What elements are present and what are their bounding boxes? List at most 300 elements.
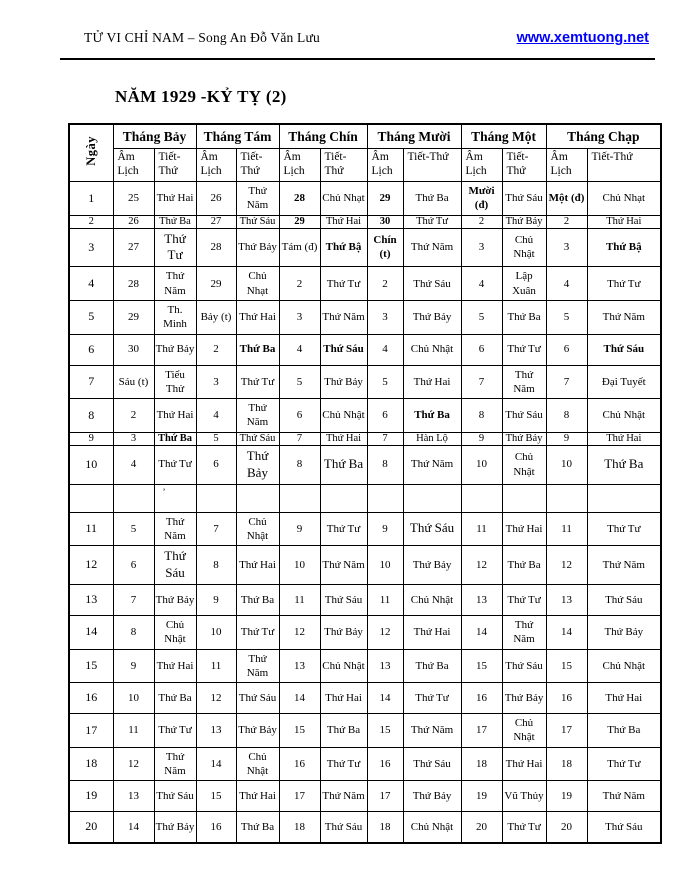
subheader-tiet: Tiết-Thứ [154, 149, 196, 182]
tiet-cell: Thứ Hai [154, 182, 196, 216]
table-row [69, 215, 661, 228]
tiet-cell: Thứ Bảy [502, 683, 546, 714]
am-cell: 14 [279, 683, 320, 714]
tiet-cell: Thứ Hai [154, 649, 196, 683]
am-cell: 13 [461, 584, 502, 615]
table-row [69, 445, 661, 484]
am-cell: 11 [196, 649, 236, 683]
am-cell: 29 [196, 267, 236, 301]
tiet-cell: Thứ Sáu [403, 512, 461, 546]
am-cell: 20 [546, 812, 587, 844]
am-cell: 4 [196, 399, 236, 433]
month-header: Tháng Chạp [546, 124, 661, 149]
tiet-cell: Thứ Sáu [502, 182, 546, 216]
tiet-cell: Thứ Hai [502, 747, 546, 781]
am-cell: 10 [196, 615, 236, 649]
am-cell: 15 [279, 714, 320, 748]
am-cell: 12 [279, 615, 320, 649]
tiet-cell: Lập Xuân [502, 267, 546, 301]
am-cell: 30 [113, 334, 154, 365]
tiet-cell: Chủ Nhật [236, 747, 279, 781]
table-row [69, 546, 661, 585]
am-cell: 7 [113, 584, 154, 615]
tiet-cell: Thứ Hai [236, 781, 279, 812]
tiet-cell: Chủ Nhật [403, 584, 461, 615]
tiet-cell: Thứ Tư [502, 334, 546, 365]
tiet-cell: Thứ Năm [587, 546, 661, 585]
tiet-cell: Thứ Năm [236, 399, 279, 433]
tiet-cell: Thứ Hai [502, 512, 546, 546]
tiet-cell: Thứ Tư [502, 584, 546, 615]
am-cell: 11 [367, 584, 403, 615]
am-cell: 2 [279, 267, 320, 301]
tiet-cell: Thứ Sáu [587, 584, 661, 615]
tiet-cell: Thứ Tư [587, 267, 661, 301]
tiet-cell: Hàn Lộ [403, 432, 461, 445]
calendar-table [68, 123, 662, 844]
tiet-cell: Chủ Nhật [587, 649, 661, 683]
tiet-cell: Thứ Tư [587, 747, 661, 781]
am-cell: 14 [461, 615, 502, 649]
am-cell [461, 484, 502, 512]
am-cell: Sáu (t) [113, 365, 154, 399]
tiet-cell: Chủ Nhạt [236, 267, 279, 301]
tiet-cell: Thứ Bảy [403, 300, 461, 334]
am-cell: 3 [113, 432, 154, 445]
am-cell: 11 [546, 512, 587, 546]
am-cell: 8 [196, 546, 236, 585]
am-cell: 4 [461, 267, 502, 301]
am-cell: 7 [196, 512, 236, 546]
subheader-am: Âm Lịch [546, 149, 587, 182]
am-cell: 13 [113, 781, 154, 812]
tiet-cell: Thứ Sáu [587, 812, 661, 844]
am-cell: 11 [279, 584, 320, 615]
table-row [69, 399, 661, 433]
tiet-cell: Thứ Hai [320, 683, 367, 714]
am-cell: 18 [279, 812, 320, 844]
am-cell: 5 [367, 365, 403, 399]
calendar-table-body [69, 182, 661, 844]
tiet-cell: Thứ Tư [236, 365, 279, 399]
tiet-cell: Thứ Bảy [502, 432, 546, 445]
day-cell: 16 [69, 683, 113, 714]
tiet-cell: Thứ Bậ [320, 228, 367, 267]
am-cell: 6 [279, 399, 320, 433]
tiet-cell: Thứ Hai [587, 215, 661, 228]
tiet-cell: Thứ Hai [320, 215, 367, 228]
tiet-cell: Thứ Năm [154, 747, 196, 781]
day-cell: 20 [69, 812, 113, 844]
page-title: NĂM 1929 -KỶ TỴ (2) [115, 87, 287, 106]
am-cell: 12 [546, 546, 587, 585]
tiet-cell: ’ [154, 484, 196, 512]
am-cell: 14 [196, 747, 236, 781]
month-header: Tháng Một [461, 124, 546, 149]
tiet-cell: Đại Tuyết [587, 365, 661, 399]
tiet-cell: Thứ Ba [587, 714, 661, 748]
day-cell [69, 484, 113, 512]
am-cell: 9 [113, 649, 154, 683]
tiet-cell: Thứ Tư [154, 714, 196, 748]
subheader-am: Âm Lịch [196, 149, 236, 182]
am-cell: 8 [279, 445, 320, 484]
subheader-am: Âm Lịch [461, 149, 502, 182]
tiet-cell: Thứ Năm [502, 615, 546, 649]
am-cell: 25 [113, 182, 154, 216]
tiet-cell: Thứ Năm [403, 445, 461, 484]
table-row [69, 432, 661, 445]
am-cell: 12 [367, 615, 403, 649]
tiet-cell: Thứ Năm [320, 781, 367, 812]
am-cell: 6 [461, 334, 502, 365]
month-header: Tháng Bảy [113, 124, 196, 149]
tiet-cell [403, 484, 461, 512]
am-cell: 7 [367, 432, 403, 445]
tiet-cell: Thứ Ba [154, 432, 196, 445]
subheader-tiet: Tiết-Thứ [502, 149, 546, 182]
am-cell: 9 [461, 432, 502, 445]
am-cell: 10 [113, 683, 154, 714]
tiet-cell [320, 484, 367, 512]
day-cell: 2 [69, 215, 113, 228]
tiet-cell: Thứ Sáu [403, 267, 461, 301]
table-row [69, 512, 661, 546]
tiet-cell: Thứ Hai [587, 432, 661, 445]
tiet-cell: Thứ Bảy [320, 365, 367, 399]
tiet-cell: Thứ Hai [320, 432, 367, 445]
am-cell: 12 [461, 546, 502, 585]
am-cell: Bảy (t) [196, 300, 236, 334]
tiet-cell: Thứ Hai [236, 300, 279, 334]
tiet-cell: Thứ Ba [236, 812, 279, 844]
am-cell: 16 [279, 747, 320, 781]
am-cell: 11 [113, 714, 154, 748]
tiet-cell: Thứ Năm [403, 714, 461, 748]
day-column-header [69, 124, 113, 182]
tiet-cell: Thứ Ba [320, 445, 367, 484]
tiet-cell: Thứ Hai [403, 365, 461, 399]
table-row [69, 781, 661, 812]
am-cell: 28 [113, 267, 154, 301]
am-cell: 2 [461, 215, 502, 228]
tiet-cell: Thứ Năm [236, 649, 279, 683]
tiet-cell: Chủ Nhạt [587, 182, 661, 216]
table-row [69, 300, 661, 334]
subheader-am: Âm Lịch [279, 149, 320, 182]
day-cell: 17 [69, 714, 113, 748]
am-cell: 10 [279, 546, 320, 585]
tiet-cell: Thứ Năm [587, 781, 661, 812]
am-cell: 17 [546, 714, 587, 748]
am-cell: 19 [461, 781, 502, 812]
am-cell: 27 [113, 228, 154, 267]
am-cell: 2 [196, 334, 236, 365]
am-cell: 6 [196, 445, 236, 484]
tiet-cell: Thứ Năm [236, 182, 279, 216]
day-cell: 3 [69, 228, 113, 267]
am-cell: 29 [113, 300, 154, 334]
am-cell: 10 [461, 445, 502, 484]
am-cell: 11 [461, 512, 502, 546]
header-divider [60, 58, 655, 60]
tiet-cell: Thứ Năm [502, 365, 546, 399]
am-cell [367, 484, 403, 512]
tiet-cell: Thứ Bảy [320, 615, 367, 649]
tiet-cell: Thứ Bảy [236, 714, 279, 748]
tiet-cell: Thứ Sáu [587, 334, 661, 365]
tiet-cell: Thứ Sáu [236, 683, 279, 714]
am-cell: 3 [367, 300, 403, 334]
tiet-cell: Chủ Nhật [403, 334, 461, 365]
tiet-cell: Thứ Sáu [403, 747, 461, 781]
tiet-cell: Chủ Nhật [403, 812, 461, 844]
am-cell: 13 [279, 649, 320, 683]
tiet-cell: Thứ Tư [502, 812, 546, 844]
doc-header [60, 30, 655, 46]
tiet-cell: Thứ Ba [236, 584, 279, 615]
am-cell: 17 [461, 714, 502, 748]
tiet-cell: Thứ Sáu [154, 546, 196, 585]
tiet-cell: Chủ Nhật [502, 714, 546, 748]
tiet-cell [236, 484, 279, 512]
am-cell: 17 [279, 781, 320, 812]
tiet-cell: Thứ Sáu [502, 399, 546, 433]
subheader-am: Âm Lịch [113, 149, 154, 182]
am-cell: 7 [279, 432, 320, 445]
am-cell: 16 [367, 747, 403, 781]
am-cell: 6 [546, 334, 587, 365]
tiet-cell: Thứ Tư [320, 747, 367, 781]
month-header: Tháng Mười [367, 124, 461, 149]
am-cell: 15 [196, 781, 236, 812]
tiet-cell: Thứ Ba [502, 546, 546, 585]
am-cell: 20 [461, 812, 502, 844]
tiet-cell: Chủ Nhạt [320, 182, 367, 216]
am-cell: 4 [113, 445, 154, 484]
am-cell: 29 [279, 215, 320, 228]
day-column-label: Ngày [83, 135, 98, 166]
am-cell: Một (đ) [546, 182, 587, 216]
am-cell: 4 [546, 267, 587, 301]
am-cell: 15 [367, 714, 403, 748]
tiet-cell: Thứ Tư [154, 228, 196, 267]
am-cell: 8 [367, 445, 403, 484]
am-cell: 14 [113, 812, 154, 844]
calendar-table-head [69, 124, 661, 182]
am-cell: 26 [113, 215, 154, 228]
am-cell: 13 [546, 584, 587, 615]
tiet-cell: Thứ Ba [403, 399, 461, 433]
table-row [69, 714, 661, 748]
day-cell: 1 [69, 182, 113, 216]
tiet-cell: Thứ Ba [320, 714, 367, 748]
day-cell: 18 [69, 747, 113, 781]
am-cell: 15 [461, 649, 502, 683]
am-cell: 13 [196, 714, 236, 748]
am-cell [113, 484, 154, 512]
tiet-cell: Chủ Nhật [502, 445, 546, 484]
tiet-cell: Thứ Bảy [154, 334, 196, 365]
am-cell: 10 [367, 546, 403, 585]
am-cell: 18 [461, 747, 502, 781]
subheader-tiet: Tiết-Thứ [320, 149, 367, 182]
am-cell: 16 [546, 683, 587, 714]
tiet-cell [587, 484, 661, 512]
am-cell: Chín (t) [367, 228, 403, 267]
tiet-cell: Thứ Bảy [403, 781, 461, 812]
tiet-cell: Th. Minh [154, 300, 196, 334]
tiet-cell: Chủ Nhật [587, 399, 661, 433]
am-cell: 10 [546, 445, 587, 484]
tiet-cell: Thứ Bảy [154, 812, 196, 844]
am-cell: 4 [367, 334, 403, 365]
am-cell: 7 [461, 365, 502, 399]
am-cell: 30 [367, 215, 403, 228]
tiet-cell: Thứ Sáu [320, 812, 367, 844]
day-cell: 13 [69, 584, 113, 615]
table-row [69, 615, 661, 649]
tiet-cell: Thứ Bảy [502, 215, 546, 228]
tiet-cell: Thứ Tư [154, 445, 196, 484]
am-cell: 15 [546, 649, 587, 683]
am-cell: 18 [546, 747, 587, 781]
tiet-cell: Thứ Tư [403, 683, 461, 714]
tiet-cell: Thứ Hai [587, 683, 661, 714]
tiet-cell: Thứ Sáu [320, 334, 367, 365]
doc-title: TỬ VI CHỈ NAM – Song An Đỗ Văn Lưu [84, 30, 320, 45]
am-cell: 18 [367, 812, 403, 844]
tiet-cell: Thứ Bảy [587, 615, 661, 649]
am-cell: 12 [196, 683, 236, 714]
am-cell: 7 [546, 365, 587, 399]
table-row [69, 584, 661, 615]
am-cell: 9 [279, 512, 320, 546]
table-row [69, 182, 661, 216]
am-cell: Tám (đ) [279, 228, 320, 267]
table-row [69, 267, 661, 301]
month-header: Tháng Tám [196, 124, 279, 149]
website-link[interactable]: www.xemtuong.net [516, 30, 649, 46]
table-row [69, 812, 661, 844]
am-cell: 16 [461, 683, 502, 714]
day-cell: 7 [69, 365, 113, 399]
table-row [69, 683, 661, 714]
table-row [69, 334, 661, 365]
am-cell: 9 [196, 584, 236, 615]
am-cell: 29 [367, 182, 403, 216]
tiet-cell [502, 484, 546, 512]
tiet-cell: Chủ Nhật [236, 512, 279, 546]
am-cell: 12 [113, 747, 154, 781]
subheader-tiet: Tiết-Thứ [587, 149, 661, 182]
am-cell: 3 [546, 228, 587, 267]
am-cell: 2 [546, 215, 587, 228]
am-cell: 16 [196, 812, 236, 844]
am-cell: 9 [546, 432, 587, 445]
tiet-cell: Thứ Bảy [236, 228, 279, 267]
tiet-cell: Chủ Nhật [320, 649, 367, 683]
tiet-cell: Chủ Nhật [320, 399, 367, 433]
day-cell: 15 [69, 649, 113, 683]
table-row [69, 228, 661, 267]
tiet-cell: Chủ Nhật [502, 228, 546, 267]
tiet-cell: Thứ Năm [154, 512, 196, 546]
tiet-cell: Thứ Ba [403, 649, 461, 683]
am-cell: 14 [546, 615, 587, 649]
month-header: Tháng Chín [279, 124, 367, 149]
am-cell: 5 [461, 300, 502, 334]
am-cell: 17 [367, 781, 403, 812]
day-cell: 19 [69, 781, 113, 812]
day-cell: 11 [69, 512, 113, 546]
tiet-cell: Thứ Năm [320, 300, 367, 334]
tiet-cell: Thứ Năm [587, 300, 661, 334]
tiet-cell: Thứ Hai [403, 615, 461, 649]
subheader-tiet: Tiết-Thứ [403, 149, 461, 182]
am-cell: 14 [367, 683, 403, 714]
tiet-cell: Thứ Ba [403, 182, 461, 216]
tiet-cell: Thứ Tư [236, 615, 279, 649]
tiet-cell: Thứ Tư [320, 267, 367, 301]
am-cell: Mười (đ) [461, 182, 502, 216]
tiet-cell: Thứ Sáu [502, 649, 546, 683]
tiet-cell: Thứ Bảy [154, 584, 196, 615]
am-cell: 2 [113, 399, 154, 433]
day-cell: 4 [69, 267, 113, 301]
tiet-cell: Thứ Sáu [154, 781, 196, 812]
am-cell: 26 [196, 182, 236, 216]
am-cell: 3 [279, 300, 320, 334]
tiet-cell: Vũ Thủy [502, 781, 546, 812]
day-cell: 6 [69, 334, 113, 365]
tiet-cell: Thứ Sáu [236, 215, 279, 228]
am-cell: 6 [367, 399, 403, 433]
am-cell: 5 [279, 365, 320, 399]
am-cell [196, 484, 236, 512]
am-cell: 3 [461, 228, 502, 267]
am-cell: 8 [546, 399, 587, 433]
am-cell: 4 [279, 334, 320, 365]
tiet-cell: Thứ Ba [236, 334, 279, 365]
tiet-cell: Tiểu Thử [154, 365, 196, 399]
tiet-cell: Thứ Tư [587, 512, 661, 546]
tiet-cell: Thứ Hai [154, 399, 196, 433]
subheader-am: Âm Lịch [367, 149, 403, 182]
tiet-cell: Thứ Sáu [320, 584, 367, 615]
table-row [69, 365, 661, 399]
table-row [69, 747, 661, 781]
tiet-cell: Thứ Hai [236, 546, 279, 585]
table-row [69, 649, 661, 683]
am-cell: 8 [461, 399, 502, 433]
tiet-cell: Chủ Nhật [154, 615, 196, 649]
table-row [69, 484, 661, 512]
day-cell: 12 [69, 546, 113, 585]
tiet-cell: Thứ Sáu [236, 432, 279, 445]
am-cell: 27 [196, 215, 236, 228]
day-cell: 8 [69, 399, 113, 433]
tiet-cell: Thứ Bảy [236, 445, 279, 484]
am-cell: 3 [196, 365, 236, 399]
subheader-tiet: Tiết-Thứ [236, 149, 279, 182]
am-cell: 19 [546, 781, 587, 812]
day-cell: 10 [69, 445, 113, 484]
am-cell: 6 [113, 546, 154, 585]
am-cell: 5 [113, 512, 154, 546]
tiet-cell: Thứ Tư [320, 512, 367, 546]
am-cell: 5 [546, 300, 587, 334]
